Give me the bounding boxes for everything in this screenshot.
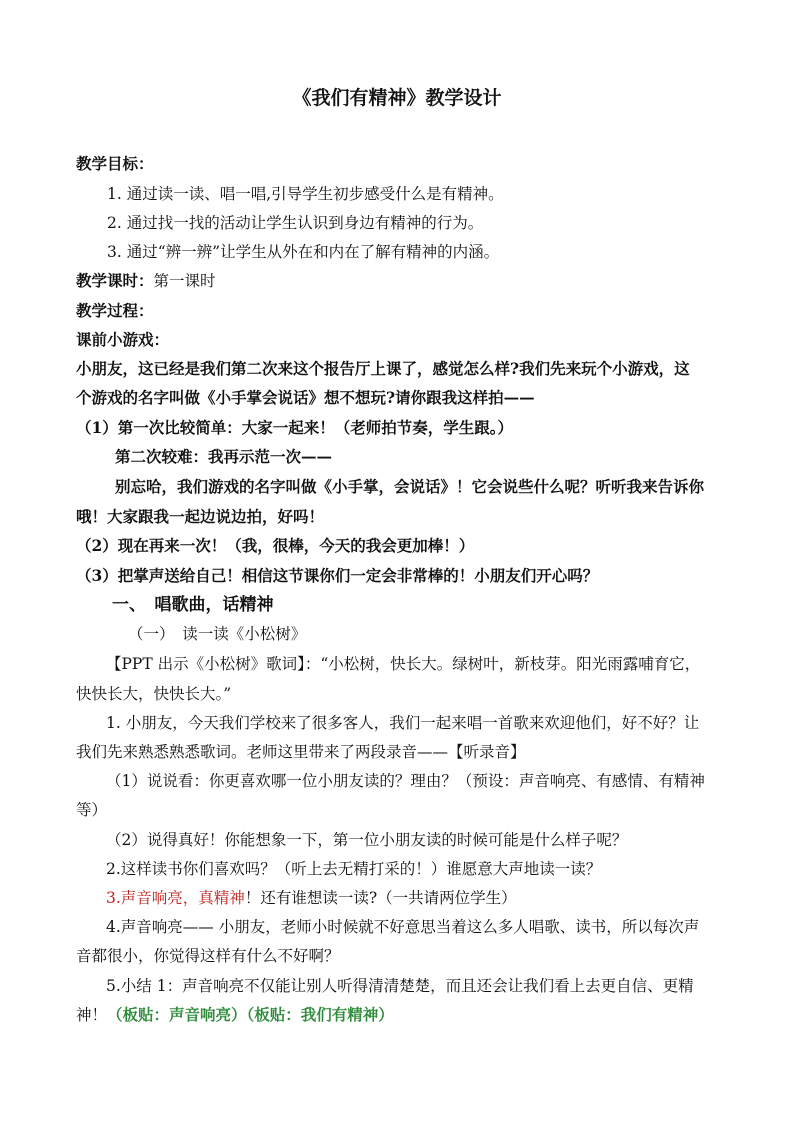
paragraph-3-rest: ！还有谁想读一读?（一共请两位学生）: [244, 889, 517, 907]
lesson-hours: [76, 271, 216, 291]
game-step-2: （2）现在再来一次！（我，很棒，今天的我会更加棒！）: [76, 536, 475, 555]
intro-paragraph-line: 个游戏的名字叫做《小手掌会说话》想不想玩?请你跟我这样拍——: [76, 388, 535, 407]
paragraph-2: 2.这样读书你们喜欢吗？（听上去无精打采的！）谁愿意大声地读一读？: [106, 860, 602, 878]
paragraph-5-start: 神！: [76, 1006, 108, 1024]
document-title: 《我们有精神》教学设计: [292, 87, 502, 109]
question-1-line: 等）: [76, 801, 108, 819]
process-heading: 教学过程：: [76, 301, 154, 320]
goal-item: 1. 通过读一读、唱一唱,引导学生初步感受什么是有精神。: [107, 185, 504, 203]
question-2: （2）说得真好！你能想象一下，第一位小朋友读的时候可能是什么样子呢？: [106, 831, 628, 849]
subsection-heading: （一） 读一读《小松树》: [128, 625, 307, 643]
paragraph-4-line: 4.声音响亮—— 小朋友，老师小时候就不好意思当着这么多人唱歌、读书，所以每次声: [106, 918, 700, 936]
pre-game-heading: 课前小游戏：: [76, 330, 170, 349]
lesson-value: 第一课时: [153, 272, 216, 290]
paragraph-1-line: 我们先来熟悉熟悉歌词。老师这里带来了两段录音——【听录音】: [76, 743, 526, 761]
ppt-lyrics-line: 【PPT 出示《小松树》歌词】：“小松树，快长大。绿树叶，新枝芽。阳光雨露哺育它，: [106, 655, 701, 673]
goals-heading: 教学目标：: [76, 154, 154, 173]
paragraph-3-number: 3.: [106, 889, 121, 907]
paragraph-1-line: 1. 小朋友，今天我们学校来了很多客人，我们一起来唱一首歌来欢迎他们，好不好？让: [106, 714, 700, 732]
highlight-red: 声音响亮，真精神: [120, 889, 245, 907]
game-step-3: （3）把掌声送给自己！相信这节课你们一定会非常棒的！小朋友们开心吗？: [76, 566, 599, 585]
section-heading-1: 一、 唱歌曲，话精神: [112, 595, 274, 615]
intro-paragraph-line: 小朋友，这已经是我们第二次来这个报告厅上课了，感觉怎么样?我们先来玩个小游戏，这: [76, 359, 690, 378]
game-step-1c-line: 别忘哈，我们游戏的名字叫做《小手掌，会说话》！它会说些什么呢？听听我来告诉你: [115, 477, 705, 496]
paragraph-5-line: 5.小结 1：声音响亮不仅能让别人听得清清楚楚，而且还会让我们看上去更自信、更精: [106, 977, 694, 995]
lesson-label: 教学课时：: [76, 271, 154, 290]
game-step-1c-line: 哦！大家跟我一起边说边拍，好吗！: [76, 507, 325, 526]
game-step-1b: 第二次较难：我再示范一次——: [115, 447, 333, 466]
goal-item: 2. 通过找一找的活动让学生认识到身边有精神的行为。: [107, 214, 484, 232]
paragraph-4-line: 音都很小，你觉得这样有什么不好啊？: [76, 947, 340, 965]
paragraph-3: [106, 888, 517, 908]
board-note-green: （板贴：声音响亮）（板贴：我们有精神）: [107, 1005, 394, 1024]
game-step-1: （1）第一次比较简单：大家一起来！（老师拍节奏，学生跟。）: [76, 418, 514, 437]
goal-item: 3. 通过“辨一辨”让学生从外在和内在了解有精神的内涵。: [107, 243, 500, 261]
question-1-line: （1）说说看：你更喜欢哪一位小朋友读的？理由？（预设：声音响亮、有感情、有精神: [106, 772, 705, 790]
ppt-lyrics-line: 快快长大，快快长大。”: [76, 685, 232, 703]
paragraph-5-line: [76, 1005, 394, 1025]
